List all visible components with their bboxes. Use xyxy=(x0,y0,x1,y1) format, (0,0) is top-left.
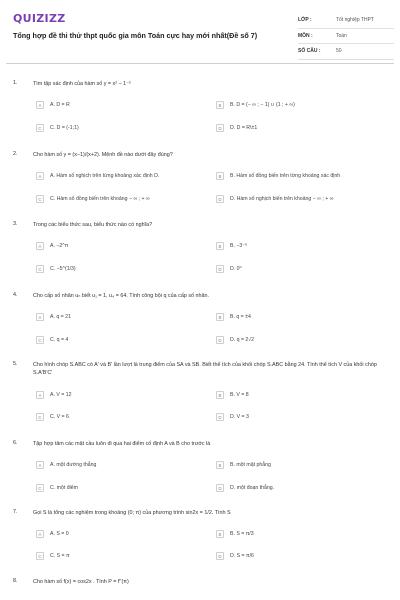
question-text: Cho cấp số nhân uₙ biết u₁ = 1, u₄ = 64. Tính công bội q của cấp số nhân. xyxy=(33,293,209,299)
option-text: A. V = 12 xyxy=(50,392,72,398)
option-letter-box: D xyxy=(216,336,224,344)
option-c[interactable] xyxy=(36,483,78,493)
option-letter-box: B xyxy=(216,461,224,469)
option-letter-box: C xyxy=(36,484,44,492)
option-b[interactable] xyxy=(216,312,251,322)
option-a[interactable] xyxy=(36,171,159,181)
option-text: B. D = (− ∞ ; − 1) ∪ (1 ; + ∞) xyxy=(230,102,295,108)
option-text: D. S = π/6 xyxy=(230,553,254,559)
option-letter-box: A xyxy=(36,530,44,538)
option-b[interactable] xyxy=(216,529,254,539)
option-c[interactable] xyxy=(36,194,150,204)
question-number: 8. xyxy=(13,578,18,584)
question-number: 5. xyxy=(13,361,18,367)
question-text: Tìm tập xác định của hàm số y = x² − 1⁻² xyxy=(33,81,131,87)
option-letter-box: B xyxy=(216,391,224,399)
meta-row-subject xyxy=(298,29,394,45)
meta-panel xyxy=(298,13,394,60)
option-letter-box: A xyxy=(36,391,44,399)
option-letter-box: A xyxy=(36,172,44,180)
option-b[interactable] xyxy=(216,390,249,400)
meta-row-question-count xyxy=(298,44,394,60)
option-letter-box: B xyxy=(216,242,224,250)
question-number: 4. xyxy=(13,292,18,298)
option-text: D. D = R\±1 xyxy=(230,125,258,131)
option-a[interactable] xyxy=(36,312,71,322)
question-number: 1. xyxy=(13,80,18,86)
option-c[interactable] xyxy=(36,123,79,133)
meta-value: 50 xyxy=(336,48,342,55)
option-d[interactable] xyxy=(216,335,254,345)
option-b[interactable] xyxy=(216,171,340,181)
option-letter-box: A xyxy=(36,313,44,321)
option-text: A. một đường thẳng xyxy=(50,462,97,468)
option-text: C. một điểm xyxy=(50,485,78,491)
option-letter-box: C xyxy=(36,552,44,560)
option-letter-box: D xyxy=(216,195,224,203)
option-c[interactable] xyxy=(36,264,76,274)
option-d[interactable] xyxy=(216,194,333,204)
meta-label: SỐ CÂU : xyxy=(298,48,321,55)
option-a[interactable] xyxy=(36,100,70,110)
option-text: A. q = 21 xyxy=(50,314,71,320)
option-letter-box: B xyxy=(216,313,224,321)
option-letter-box: A xyxy=(36,242,44,250)
option-text: B. q = ±4 xyxy=(230,314,251,320)
option-letter-box: D xyxy=(216,265,224,273)
option-text: C. S = π xyxy=(50,553,70,559)
option-text: C. V = 6 xyxy=(50,414,69,420)
question-text: Gọi S là tổng các nghiệm trong khoảng (0; π) của phương trình sin2x = 1/2. Tính S xyxy=(33,510,231,516)
option-text: A. Hàm số nghịch trên từng khoảng xác định D. xyxy=(50,173,160,179)
question-text: Cho hình chóp S.ABC có A' và B' lần lượt là trung điểm của SA và SB. Biết thể tích của khối chóp S.ABC bằng 24. Tính thể tích V của khối chóp S.A'B'C' xyxy=(33,362,377,376)
option-letter-box: D xyxy=(216,124,224,132)
option-letter-box: A xyxy=(36,461,44,469)
option-letter-box: D xyxy=(216,484,224,492)
option-b[interactable] xyxy=(216,100,295,110)
option-c[interactable] xyxy=(36,335,68,345)
option-letter-box: B xyxy=(216,101,224,109)
option-text: B. −3⁻⁶ xyxy=(230,243,248,249)
option-text: C. Hàm số đồng biến trên khoảng − ∞ ; + ∞ xyxy=(50,196,150,202)
meta-label: LỚP : xyxy=(298,17,312,24)
question-text: Cho hàm số y = (x−1)/(x+2). Mệnh đề nào dưới đây đúng? xyxy=(33,152,173,158)
meta-value: Tốt nghiệp THPT xyxy=(336,17,374,24)
question-text: Tập hợp tâm các mặt cầu luôn đi qua hai điểm cố định A và B cho trước là xyxy=(33,441,211,447)
option-text: C. q = 4 xyxy=(50,337,69,343)
option-letter-box: B xyxy=(216,172,224,180)
option-d[interactable] xyxy=(216,551,254,561)
option-a[interactable] xyxy=(36,241,68,251)
option-text: B. S = π/3 xyxy=(230,531,254,537)
option-d[interactable] xyxy=(216,264,242,274)
quizizz-logo: QUIZIZZ xyxy=(13,12,66,25)
option-text: D. 0⁰ xyxy=(230,266,242,272)
option-letter-box: C xyxy=(36,336,44,344)
option-d[interactable] xyxy=(216,412,249,422)
question-number: 6. xyxy=(13,440,18,446)
option-text: A. −2^π xyxy=(50,243,69,249)
option-b[interactable] xyxy=(216,460,271,470)
header-divider xyxy=(6,63,394,64)
question-number: 7. xyxy=(13,509,18,515)
option-text: B. V = 8 xyxy=(230,392,249,398)
option-a[interactable] xyxy=(36,529,69,539)
option-text: A. D = R xyxy=(50,102,70,108)
option-b[interactable] xyxy=(216,241,247,251)
option-text: D. Hàm số nghịch biến trên khoảng − ∞ ; + ∞ xyxy=(230,196,334,202)
option-d[interactable] xyxy=(216,123,257,133)
meta-row-class xyxy=(298,13,394,29)
option-letter-box: C xyxy=(36,195,44,203)
option-text: B. Hàm số đồng biến trên từng khoảng xác định xyxy=(230,173,341,179)
option-letter-box: B xyxy=(216,530,224,538)
option-d[interactable] xyxy=(216,483,274,493)
option-text: B. một mặt phẳng xyxy=(230,462,271,468)
option-letter-box: A xyxy=(36,101,44,109)
meta-value: Toán xyxy=(336,32,347,39)
option-letter-box: C xyxy=(36,124,44,132)
option-text: C. D = (-1;1) xyxy=(50,125,79,131)
question-text: Trong các biểu thức sau, biểu thức nào có nghĩa? xyxy=(33,222,153,228)
option-text: D. V = 3 xyxy=(230,414,249,420)
option-a[interactable] xyxy=(36,460,96,470)
option-letter-box: D xyxy=(216,413,224,421)
option-text: C. −5^(1/3) xyxy=(50,266,76,272)
question-text: Cho hàm số f(x) = cos2x . Tính P = f''(π) xyxy=(33,579,129,585)
option-letter-box: C xyxy=(36,413,44,421)
option-text: D. q = 2√2 xyxy=(230,337,255,343)
option-text: D. một đoạn thẳng. xyxy=(230,485,275,491)
option-c[interactable] xyxy=(36,551,70,561)
question-number: 2. xyxy=(13,151,18,157)
page-title: Tổng hợp đề thi thử thpt quốc gia môn Toán cực hay mới nhất(Đề số 7) xyxy=(13,31,258,40)
question-number: 3. xyxy=(13,221,18,227)
option-letter-box: C xyxy=(36,265,44,273)
meta-label: MÔN : xyxy=(298,32,313,39)
option-c[interactable] xyxy=(36,412,69,422)
option-letter-box: D xyxy=(216,552,224,560)
option-text: A. S = 0 xyxy=(50,531,69,537)
option-a[interactable] xyxy=(36,390,72,400)
